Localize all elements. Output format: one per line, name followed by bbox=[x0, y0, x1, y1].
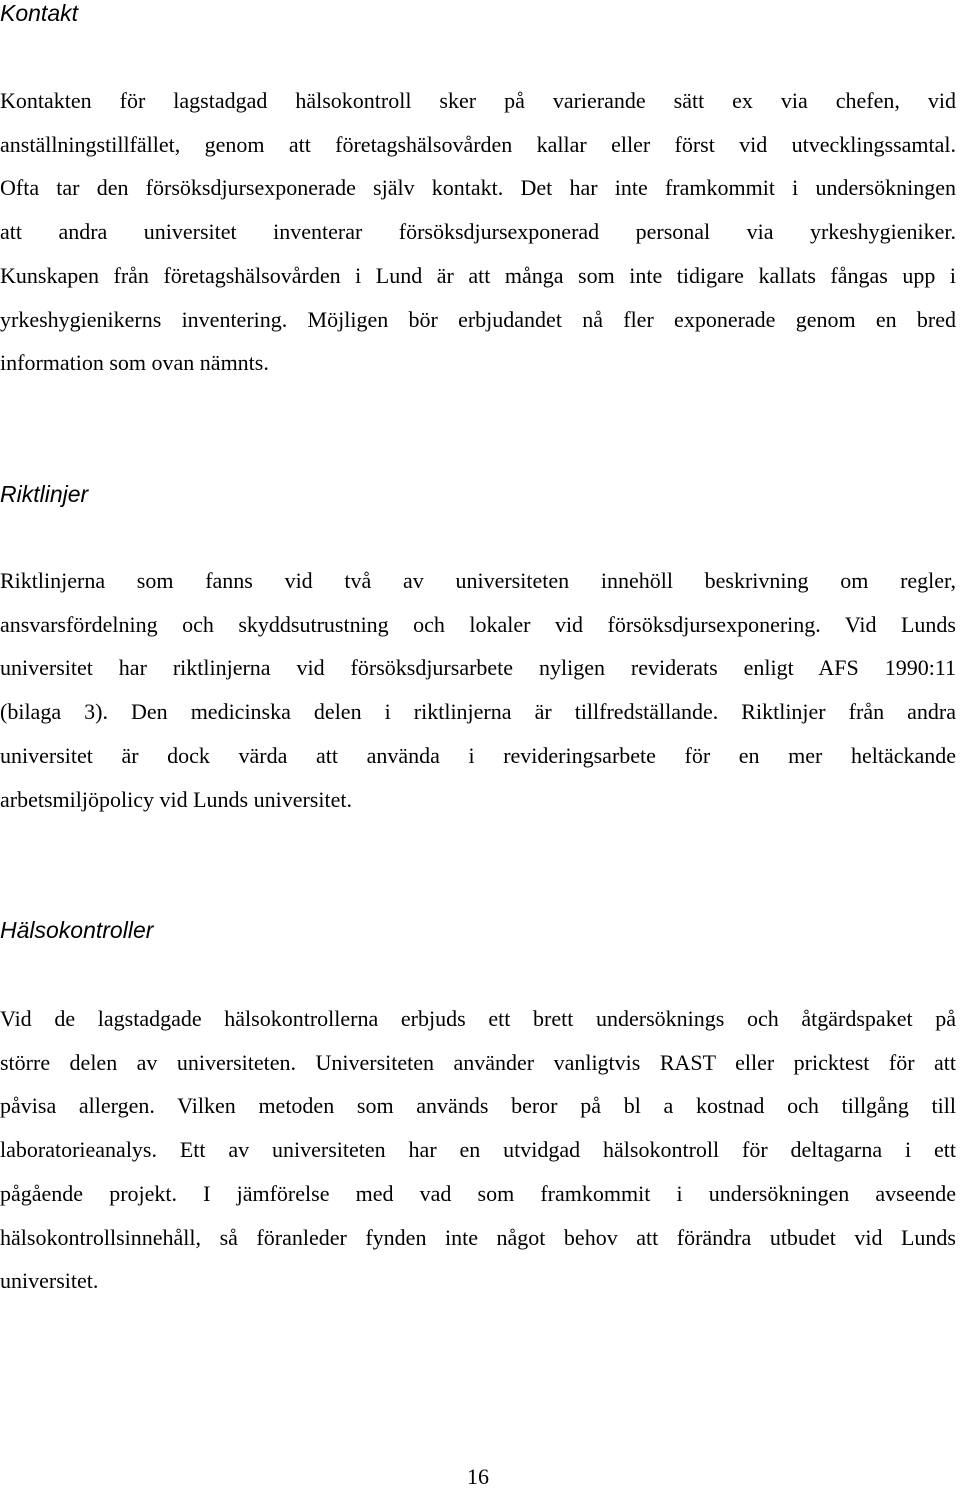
text-line: universitet är dock värda att använda i revideringsarbete för en mer heltäckande bbox=[0, 742, 956, 768]
text-line: hälsokontrollsinnehåll, så föranleder fynden inte något behov att förändra utbudet vid Lunds bbox=[0, 1224, 956, 1250]
paragraph-halsokontroller bbox=[0, 997, 956, 1303]
page-number: 16 bbox=[467, 1464, 489, 1489]
text-line: universitet har riktlinjerna vid försöksdjursarbete nyligen reviderats enligt AFS 1990:11 bbox=[0, 655, 956, 681]
text-line: (bilaga 3). Den medicinska delen i riktlinjerna är tillfredställande. Riktlinjer från andra bbox=[0, 699, 956, 725]
text-line: Vid de lagstadgade hälsokontrollerna erbjuds ett brett undersöknings och åtgärdspaket på bbox=[0, 1006, 956, 1031]
heading-kontakt: Kontakt bbox=[0, 0, 78, 26]
text-line: Ofta tar den försöksdjursexponerade själv kontakt. Det har inte framkommit i undersökningen bbox=[0, 175, 956, 201]
text-line: att andra universitet inventerar försöksdjursexponerad personal via yrkeshygieniker. bbox=[0, 219, 956, 245]
text-line: Kunskapen från företagshälsovården i Lund är att många som inte tidigare kallats fångas upp i bbox=[0, 262, 956, 288]
heading-riktlinjer: Riktlinjer bbox=[0, 481, 89, 507]
text-line: yrkeshygienikerns inventering. Möjligen bör erbjudandet nå fler exponerade genom en bred bbox=[0, 306, 956, 332]
text-line: ansvarsfördelning och skyddsutrustning och lokaler vid försöksdjursexponering. Vid Lunds bbox=[0, 611, 956, 637]
text-line: arbetsmiljöpolicy vid Lunds universitet. bbox=[0, 786, 352, 812]
text-line: information som ovan nämnts. bbox=[0, 350, 269, 376]
text-line: påvisa allergen. Vilken metoden som används beror på bl a kostnad och tillgång till bbox=[0, 1093, 956, 1119]
heading-halsokontroller: Hälsokontroller bbox=[0, 917, 154, 943]
text-line: större delen av universiteten. Universiteten använder vanligtvis RAST eller pricktest för att bbox=[0, 1049, 956, 1075]
text-line: universitet. bbox=[0, 1268, 99, 1294]
paragraph-riktlinjer bbox=[0, 559, 956, 821]
text-line: Kontakten för lagstadgad hälsokontroll sker på varierande sätt ex via chefen, vid bbox=[0, 88, 956, 113]
text-line: laboratorieanalys. Ett av universiteten har en utvidgad hälsokontroll för deltagarna i ett bbox=[0, 1137, 956, 1163]
text-line: Riktlinjerna som fanns vid två av universiteten innehöll beskrivning om regler, bbox=[0, 568, 956, 593]
paragraph-kontakt bbox=[0, 79, 956, 385]
text-line: pågående projekt. I jämförelse med vad som framkommit i undersökningen avseende bbox=[0, 1180, 956, 1206]
text-line: anställningstillfället, genom att företagshälsovården kallar eller först vid utvecklingssamtal. bbox=[0, 131, 956, 157]
